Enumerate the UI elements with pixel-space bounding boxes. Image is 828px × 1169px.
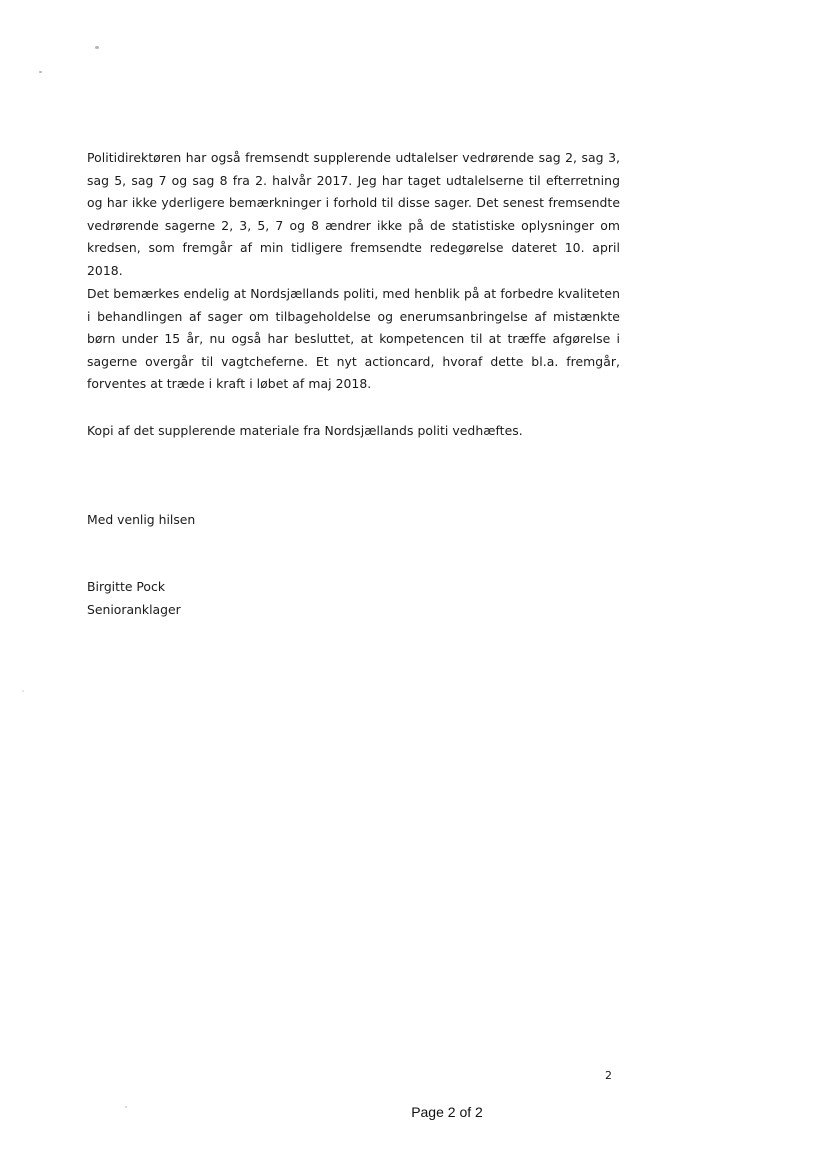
letter-paragraph-2: Det bemærkes endelig at Nordsjællands politi, med henblik på at forbedre kvaliteten i behandlingen af sager om tilbageholdelse og enerumsanbringelse af mistænkte børn under 15 år, nu også har besluttet, at kompetencen til at træffe afgørelse i sagerne overgår til vagtcheferne. Et nyt actioncard, hvoraf dette bl.a. fremgår, forventes at træde i kraft i løbet af maj 2018. [87, 286, 620, 391]
scan-speck [39, 71, 42, 73]
letter-closing: Med venlig hilsen [87, 512, 196, 527]
signature-block [87, 576, 181, 621]
scan-speck [95, 46, 99, 49]
signer-name: Birgitte Pock [87, 579, 166, 594]
page-footer-label: Page 2 of 2 [411, 1104, 483, 1120]
letter-paragraph-1: Politidirektøren har også fremsendt supplerende udtalelser vedrørende sag 2, sag 3, sag 5, sag 7 og sag 8 fra 2. halvår 2017. Jeg har taget udtalelserne til efterretning og har ikke yderligere bemærkninger i forhold til disse sager. Det senest fremsendte vedrørende sagerne 2, 3, 5, 7 og 8 ændrer ikke på de statistiske oplysninger om kredsen, som fremgår af min tidligere fremsendte redegørelse dateret 10. april 2018. [87, 150, 620, 278]
scan-speck [22, 690, 24, 692]
letter-page-number: 2 [605, 1069, 612, 1082]
letter-paragraph-3: Kopi af det supplerende materiale fra Nordsjællands politi vedhæftes. [87, 423, 523, 438]
signer-title: Senioranklager [87, 601, 181, 617]
